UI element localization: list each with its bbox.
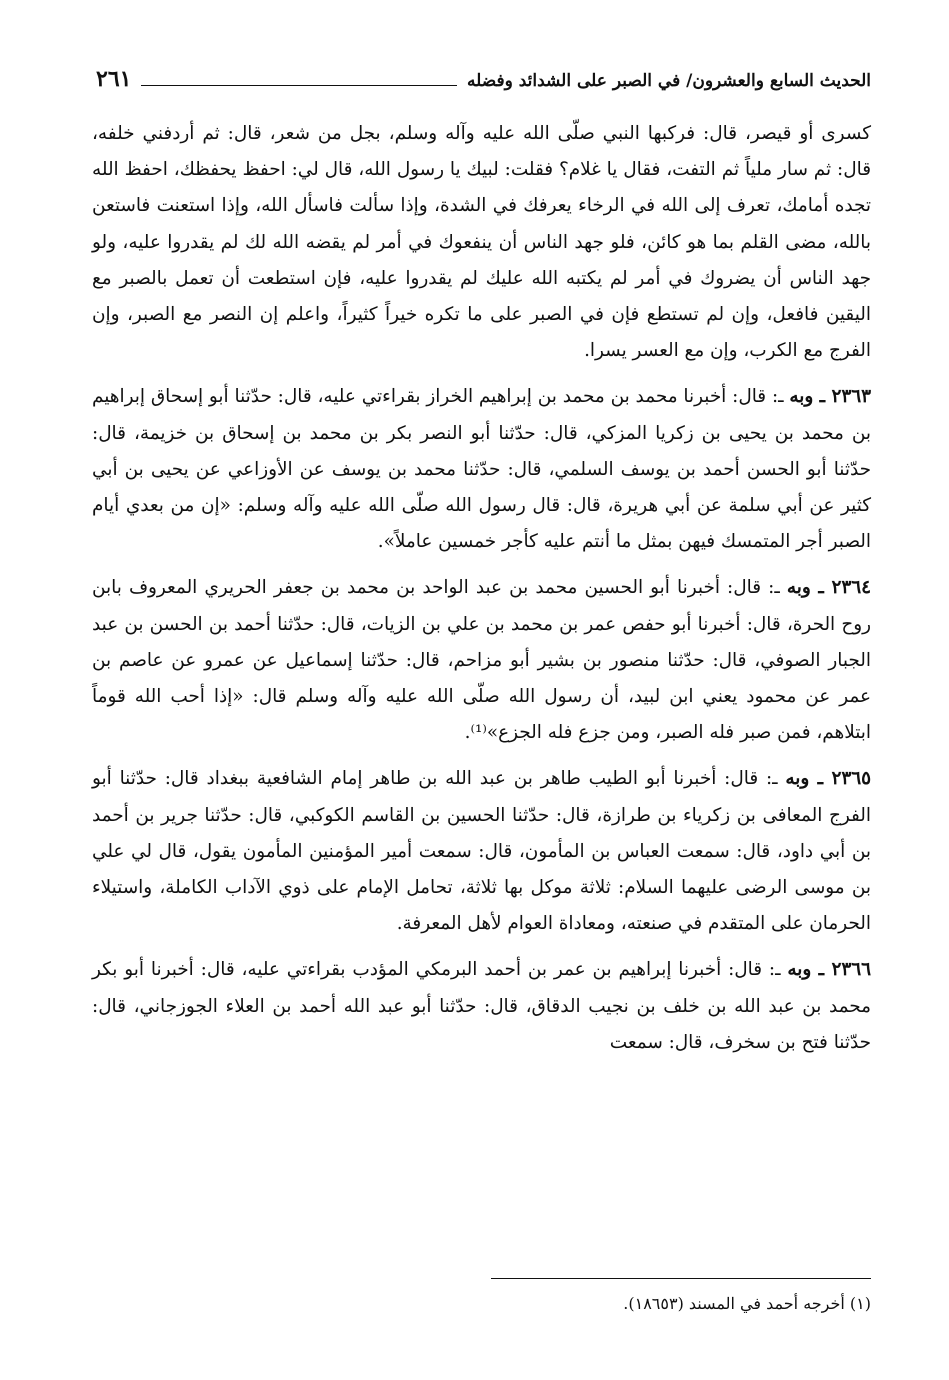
hadith-number: ٢٣٦٤ ـ وبه [786, 577, 871, 599]
header-rule [141, 85, 457, 86]
hadith-number: ٢٣٦٣ ـ وبه [789, 386, 871, 408]
hadith-2366 [92, 952, 871, 1061]
hadith-number: ٢٣٦٥ ـ وبه [785, 768, 871, 790]
paragraph-text: ـ: قال: أخبرنا إبراهيم بن عمر بن أحمد البرمكي المؤدب بقراءتي عليه، قال: أخبرنا أبو بكر محمد بن عبد الله بن خلف بن نجيب الدقاق، قال: حدّثنا أبو عبد الله أحمد بن العلاء الجوزجاني، قال: حدّثنا فتح بن سخرف، قال: سمعت [92, 959, 871, 1053]
hadith-number: ٢٣٦٦ ـ وبه [787, 959, 871, 981]
hadith-2364 [92, 570, 871, 751]
page-header [96, 58, 871, 90]
hadith-2365 [92, 761, 871, 942]
paragraph-text: ـ: قال: أخبرنا محمد بن محمد بن إبراهيم الخراز بقراءتي عليه، قال: حدّثنا أبو إسحاق إبراهيم بن محمد بن يحيى بن زكريا المزكي، قال: حدّثنا أبو النصر بكر بن محمد بن إسحاق بن خزيمة، قال: حدّثنا أبو الحسن أحمد بن يوسف السلمي، قال: حدّثنا محمد بن يوسف عن الأوزاعي عن يحيى بن أبي كثير عن أبي سلمة عن أبي هريرة، قال: قال رسول الله صلّى الله عليه وآله وسلم: «إن من بعدي أيام الصبر أجر المتمسك فيهن بمثل ما أنتم عليه كأجر خمسين عاملاً». [92, 386, 871, 553]
paragraph-continuation [92, 116, 871, 369]
hadith-2363 [92, 379, 871, 560]
page-number: ٢٦١ [96, 66, 132, 92]
footnote-rule [491, 1278, 871, 1279]
paragraph-text: كسرى أو قيصر، قال: فركبها النبي صلّى الله عليه وآله وسلم، بجل من شعر، قال: ثم أردفني خلفه، قال: ثم سار ملياً ثم التفت، فقال يا غلام؟ فقلت: لبيك يا رسول الله، قال لي: احفظ يحفظك، احفظ الله تجده أمامك، تعرف إلى الله في الرخاء يعرفك في الشدة، وإذا سألت فاسأل الله، وإذا استعنت فاستعن بالله، مضى القلم بما هو كائن، فلو جهد الناس أن ينفعوك في أمر لم يقضه الله لك لم يقدروا عليه، ولو جهد الناس أن يضروك في أمر لم يكتبه الله عليك لم يقدروا عليه، فإن استطعت أن تعمل بالصبر مع اليقين فافعل، وإن لم تستطع فإن في الصبر على ما تكره خيراً كثيراً، واعلم إن النصر مع الصبر، وإن الفرج مع الكرب، وإن مع العسر يسرا. [92, 123, 871, 362]
running-title: الحديث السابع والعشرون/ في الصبر على الشدائد وفضله [466, 71, 871, 91]
footnote: (١) أخرجه أحمد في المسند (١٨٦٥٣). [623, 1294, 871, 1313]
paragraph-text: ـ: قال: أخبرنا أبو الطيب طاهر بن عبد الله بن طاهر إمام الشافعية ببغداد قال: حدّثنا أبو الفرج المعافى بن زكرياء بن طرازة، قال: حدّثنا الحسين بن القاسم الكوكبي، قال: حدّثنا جرير بن أحمد بن أبي داود، قال: سمعت العباس بن المأمون، قال: سمعت أمير المؤمنين المأمون يقول، قال لي علي بن موسى الرضى عليهما السلام: ثلاثة موكل بها ثلاثة، تحامل الإمام على ذوي الآداب الكاملة، واستيلاء الحرمان على المتقدم في صنعته، ومعاداة العوام لأهل المعرفة. [92, 768, 871, 935]
paragraph-text: ـ: قال: أخبرنا أبو الحسين محمد بن عبد الواحد بن محمد بن جعفر الحريري المعروف بابن روح الحرة، قال: أخبرنا أبو حفص عمر بن محمد بن علي بن الزيات، قال: حدّثنا أحمد بن الحسن بن عبد الجبار الصوفي، قال: حدّثنا منصور بن بشير أبو مزاحم، قال: حدّثنا إسماعيل عن عمرو عن عاصم بن عمر عن محمود يعني ابن لبيد، أن رسول الله صلّى الله عليه وآله وسلم قال: «إذا أحب الله قوماً ابتلاهم، فمن صبر فله الصبر، ومن جزع فله الجزع»⁽¹⁾. [92, 577, 871, 744]
main-text [92, 116, 871, 1071]
